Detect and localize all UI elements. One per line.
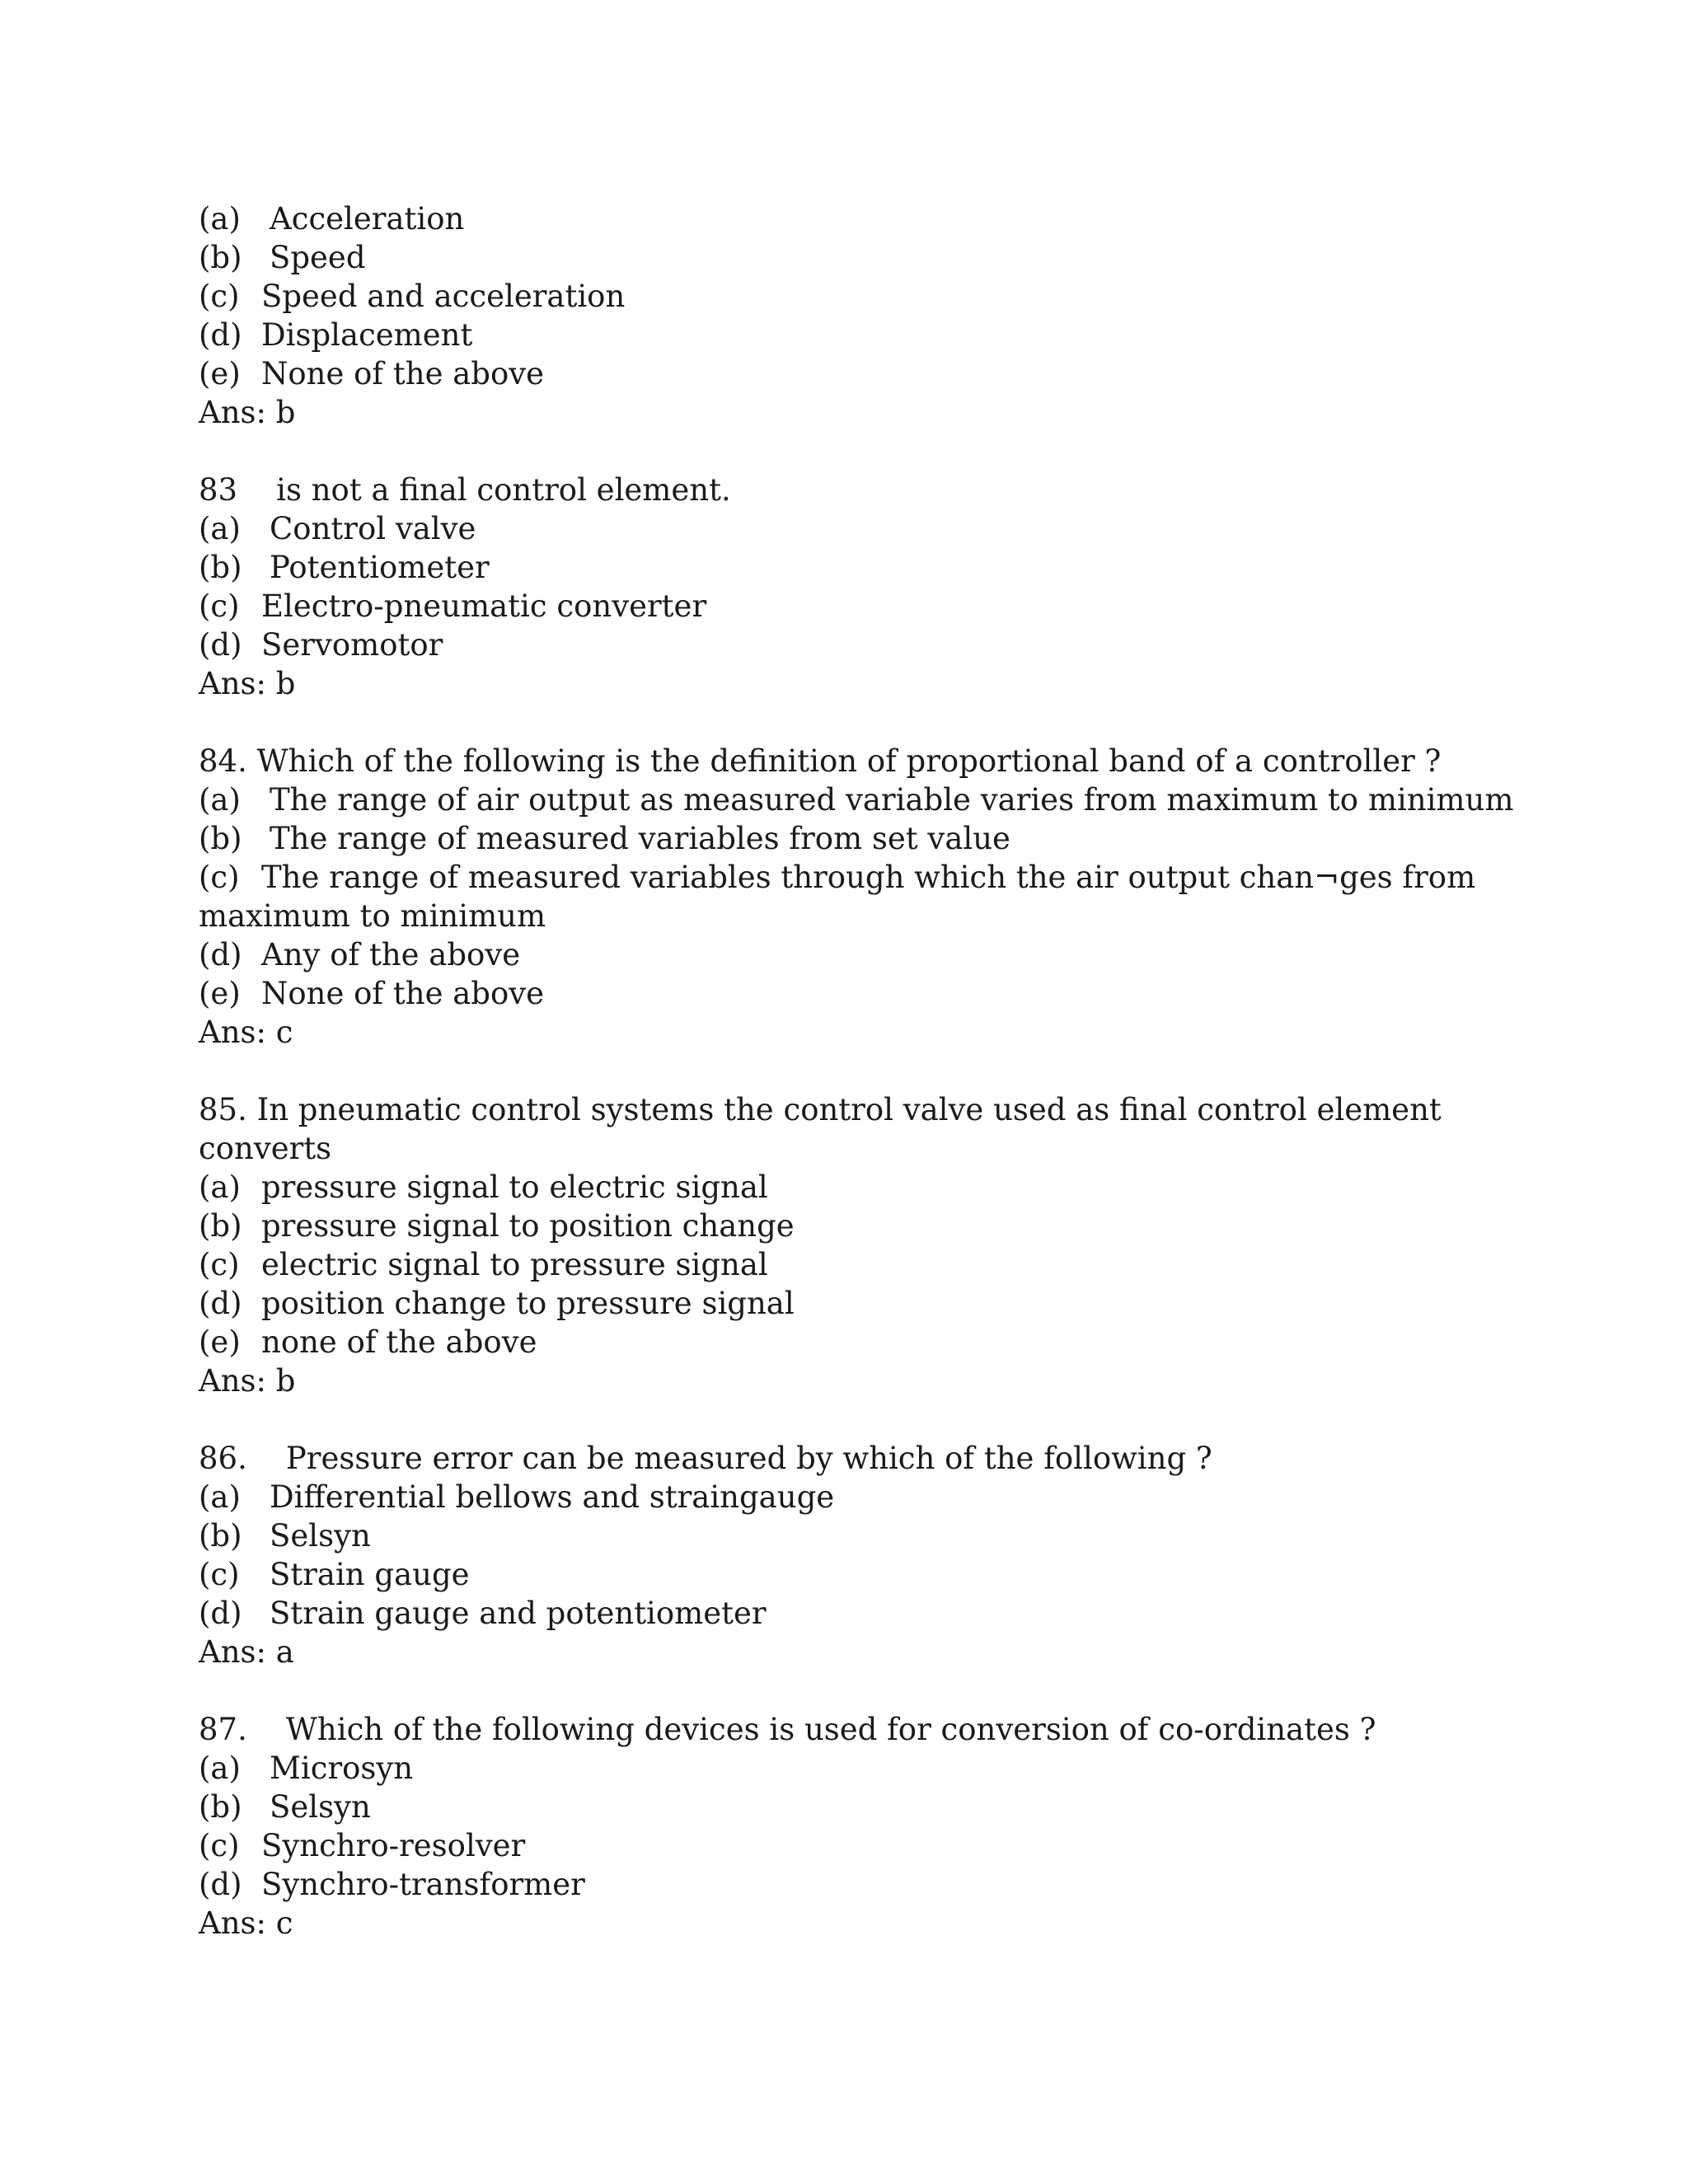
answer: Ans: c (199, 1905, 293, 1941)
option-d: (d) Synchro-transformer (199, 1867, 585, 1902)
option-a: (a) pressure signal to electric signal (199, 1169, 768, 1205)
option-b: (b) Potentiometer (199, 550, 490, 585)
question-text: 84. Which of the following is the definition of proportional band of a controller ? (199, 743, 1442, 779)
document-content (199, 199, 1534, 1943)
spacer (199, 432, 1534, 471)
option-c: (c) Strain gauge (199, 1557, 470, 1592)
option-a: (a) Microsyn (199, 1750, 414, 1786)
spacer (199, 1671, 1534, 1710)
option-e: (e) None of the above (199, 356, 545, 391)
option-b: (b) Selsyn (199, 1518, 371, 1554)
option-b: (b) pressure signal to position change (199, 1208, 795, 1244)
question-text: 83 is not a final control element. (199, 472, 731, 508)
answer: Ans: b (199, 1363, 296, 1399)
option-c: (c) Speed and acceleration (199, 279, 626, 314)
option-e: (e) none of the above (199, 1324, 537, 1360)
option-c: (c) electric signal to pressure signal (199, 1247, 768, 1282)
answer: Ans: b (199, 666, 296, 701)
option-d: (d) position change to pressure signal (199, 1286, 795, 1321)
option-d: (d) Servomotor (199, 627, 443, 663)
question-block (199, 471, 1534, 703)
option-b: (b) Selsyn (199, 1789, 371, 1825)
question-text: 86. Pressure error can be measured by which of the following ? (199, 1441, 1212, 1476)
option-b: (b) Speed (199, 240, 366, 275)
question-block (199, 199, 1534, 432)
option-a: (a) The range of air output as measured variable varies from maximum to minimum (199, 782, 1514, 818)
option-c: (c) Electro-pneumatic converter (199, 588, 707, 624)
question-block (199, 1710, 1534, 1943)
option-a: (a) Control valve (199, 511, 476, 546)
answer: Ans: b (199, 395, 296, 430)
option-c: (c) Synchro-resolver (199, 1828, 526, 1863)
option-d: (d) Any of the above (199, 937, 521, 972)
option-c: (c) The range of measured variables through which the air output chan¬ges from maximum to minimum (199, 860, 1476, 934)
question-block (199, 1090, 1534, 1400)
option-e: (e) None of the above (199, 976, 545, 1011)
option-d: (d) Strain gauge and potentiometer (199, 1596, 767, 1631)
question-text: 87. Which of the following devices is used for conversion of co-ordinates ? (199, 1712, 1376, 1747)
spacer (199, 1052, 1534, 1090)
question-block (199, 742, 1534, 1052)
question-block (199, 1439, 1534, 1671)
spacer (199, 1400, 1534, 1439)
spacer (199, 703, 1534, 742)
answer: Ans: c (199, 1015, 293, 1050)
option-a: (a) Differential bellows and straingauge (199, 1479, 835, 1515)
answer: Ans: a (199, 1634, 294, 1670)
option-a: (a) Acceleration (199, 201, 465, 237)
question-text: 85. In pneumatic control systems the control valve used as final control element converts (199, 1092, 1442, 1166)
option-d: (d) Displacement (199, 317, 473, 353)
option-b: (b) The range of measured variables from set value (199, 821, 1010, 856)
